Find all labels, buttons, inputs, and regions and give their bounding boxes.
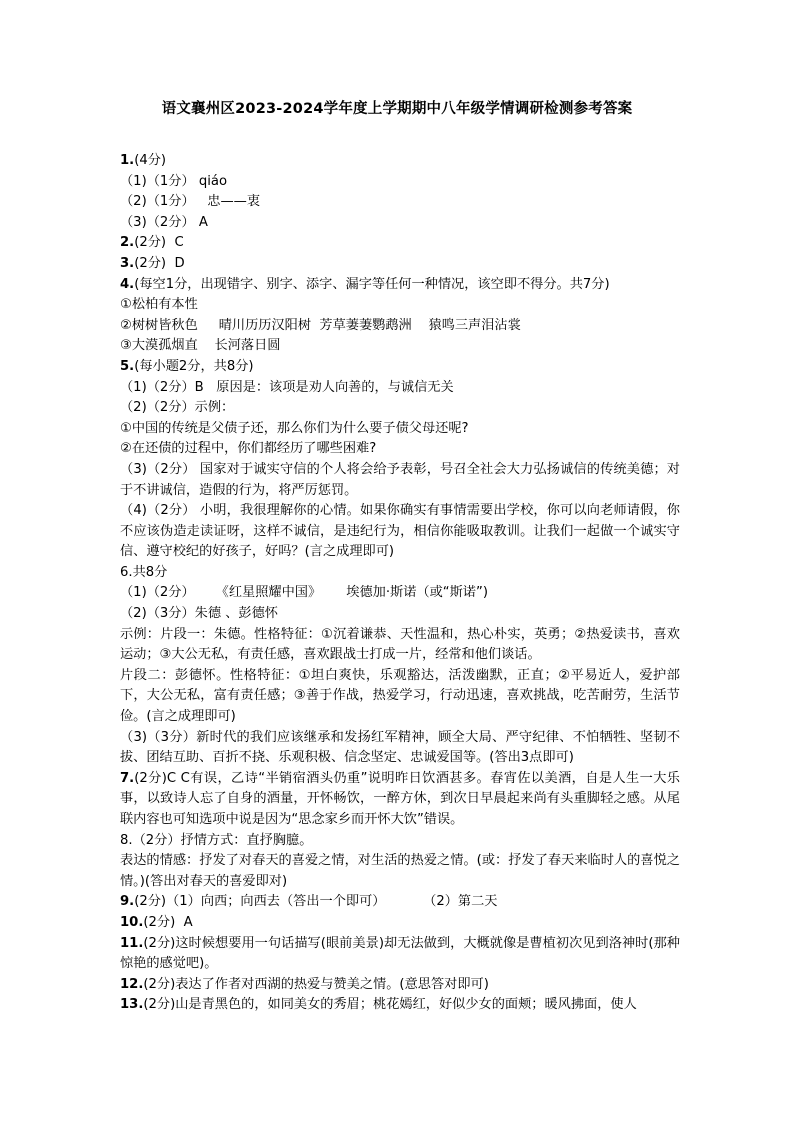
answer-text: (2分)这时候想要用一句话描写(眼前美景)却无法做到，大概就像是曹植初次见到洛神时(那种惊艳的感觉吧)。 [120,935,680,972]
question-number: 2. [120,235,135,251]
answer-line [120,378,680,399]
answer-line [120,563,680,584]
answer-text: （3)（3分）新时代的我们应该继承和发扬红军精神，顾全大局、严守纪律、不怕牺牲、坚韧不拔、团结互助、百折不挠、乐观积极、信念坚定、忠诚爱国等。(答出3点即可) [120,729,680,766]
answer-text: ①中国的传统是父债子还，那么你们为什么要子债父母还呢? [120,420,469,436]
question-number: 4. [120,276,135,292]
question-number: 3. [120,255,135,271]
answer-line [120,913,680,934]
answer-content [120,151,680,1016]
question-number: 7. [120,770,135,786]
answer-line [120,398,680,419]
answer-line [120,254,680,275]
answer-text: 6.共8分 [120,564,168,580]
answer-text: (每空1分，出现错字、别字、添字、漏字等任何一种情况，该空即不得分。共7分) [134,276,610,292]
answer-text: 表达的情感：抒发了对春天的喜爱之情，对生活的热爱之情。(或：抒发了春天来临时人的喜悦之情。)(答出对春天的喜爱即对) [120,853,680,889]
answer-line [120,460,680,501]
answer-text: （1)（1分） qiáo [120,173,228,189]
answer-line [120,892,680,913]
answer-line [120,213,680,234]
answer-line [120,728,680,769]
answer-line [120,295,680,316]
answer-line [120,336,680,357]
answer-text: （1)（2分） 《红星照耀中国》 埃德加·斯诺（或“斯诺”) [120,585,488,601]
answer-text: （2)（3分）朱德 、彭德怀 [120,606,278,622]
answer-line [120,501,680,563]
answer-line [120,934,680,975]
answer-text: ③大漠孤烟直 长河落日圆 [120,338,281,354]
answer-text: ②树树皆秋色 晴川历历汉阳树 芳草萋萋鹦鹉洲 猿鸣三声泪沾裳 [120,317,521,333]
question-number: 5. [120,358,135,374]
answer-text: (4分) [134,153,167,168]
question-number: 12. [120,976,144,992]
answer-line [120,769,680,831]
answer-text: 8.（2分）抒情方式：直抒胸臆。 [120,832,313,848]
answer-text: (2分) A [143,914,193,930]
question-number: 1. [120,153,135,168]
answer-text: (2分)表达了作者对西湖的热爱与赞美之情。(意思答对即可) [143,976,489,992]
answer-text: (2分)（1）向西；向西去（答出一个即可） （2）第二天 [134,894,498,910]
question-number: 11. [120,935,144,951]
answer-text: （3)（2分） A [120,214,208,230]
answer-line [120,995,680,1016]
page-title: 语文襄州区2023-2024学年度上学期期中八年级学情调研检测参考答案 [161,101,633,117]
answer-text: (2分)山是青黑色的，如同美女的秀眉；桃花嫣红，好似少女的面颊；暖风拂面，使人 [143,997,637,1013]
answer-text: （1)（2分）B 原因是：该项是劝人向善的，与诚信无关 [120,379,454,395]
answer-text: ①松柏有本性 [120,297,198,313]
answer-text: （4)（2分） 小明，我很理解你的心情。如果你确实有事情需要出学校，你可以向老师请假，你不应该伪造走读证呀，这样不诚信，是违纪行为，相信你能吸取教训。让我们一起做一个诚实守信、遵守校纪的好孩子，好吗？(言之成理即可) [120,503,680,560]
answer-line [120,275,680,296]
answer-line [120,583,680,604]
answer-line [120,851,680,892]
answer-text: (2分) D [134,255,185,271]
answer-text: 片段二：彭德怀。性格特征：①坦白爽快，乐观豁达，活泼幽默，正直；②平易近人，爱护部下，大公无私，富有责任感；③善于作战，热爱学习，行动迅速，喜欢挑战，吃苦耐劳，生活节俭。(言之成理即可) [120,667,680,725]
question-number: 9. [120,894,135,910]
answer-line [120,172,680,193]
answer-line [120,625,680,666]
answer-line [120,439,680,460]
answer-text: 示例：片段一：朱德。性格特征：①沉着谦恭、天性温和，热心朴实，英勇；②热爱读书，喜欢运动；③大公无私，有责任感，喜欢跟战士打成一片，经常和他们谈话。 [120,626,680,663]
answer-line [120,357,680,378]
answer-text: （2)（1分） 忠——衷 [120,194,261,210]
answer-line [120,151,680,172]
answer-text: (2分) C [134,235,184,251]
answer-text: (2分)C C有误，乙诗“半销宿酒头仍重”说明昨日饮酒甚多。春宵佐以美酒，自是人生一大乐事，以致诗人忘了自身的酒量，开怀畅饮，一醉方休，到次日早晨起来尚有头重脚轻之感。从尾联内容也可知选项中说是因为“思念家乡而开怀大饮”错误。 [120,770,680,827]
answer-text: (每小题2分，共8分) [134,358,254,374]
answer-line [120,831,680,852]
answer-line [120,604,680,625]
answer-text: （3)（2分） 国家对于诚实守信的个人将会给予表彰，号召全社会大力弘扬诚信的传统美德；对于不讲诚信，造假的行为，将严厉惩罚。 [120,461,680,498]
answer-line [120,975,680,996]
answer-line [120,316,680,337]
answer-line [120,666,680,728]
answer-text: ②在还债的过程中，你们都经历了哪些困难? [120,441,377,457]
answer-line [120,233,680,254]
answer-line [120,419,680,440]
question-number: 13. [120,997,144,1013]
answer-text: （2)（2分）示例： [120,400,235,416]
question-number: 10. [120,914,144,930]
answer-line [120,192,680,213]
